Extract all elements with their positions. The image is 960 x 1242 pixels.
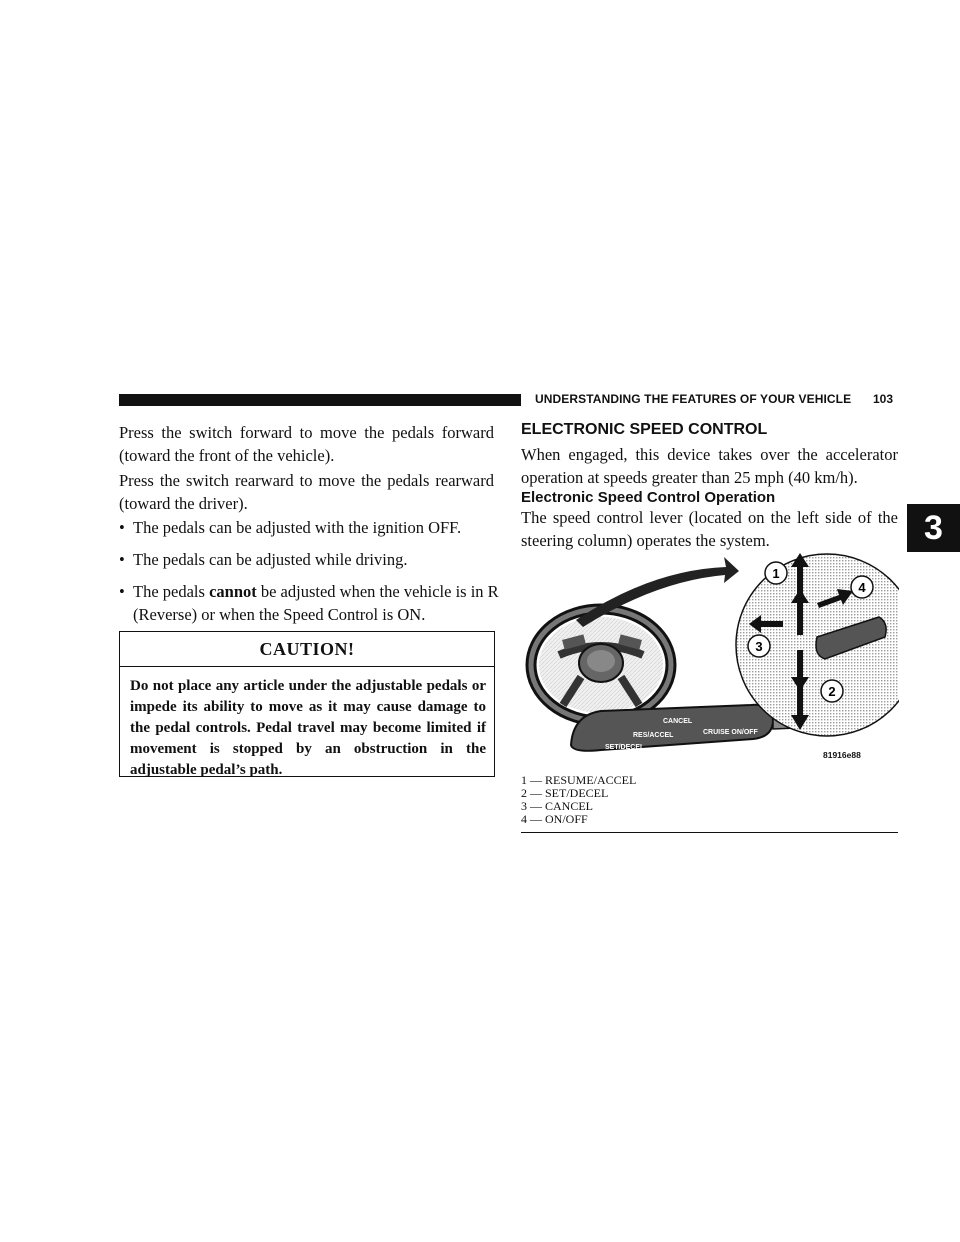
subsection-heading: Electronic Speed Control Operation	[521, 489, 776, 506]
bullet-text-suffix: be adjusted when the vehicle is in R (Reverse) or when the Speed Control is ON.	[133, 582, 499, 624]
legend-item: 1 — RESUME/ACCEL	[521, 773, 637, 787]
figure-code: 81916e88	[823, 750, 861, 760]
steering-wheel-lever-diagram	[521, 545, 899, 767]
figure-legend	[521, 774, 636, 826]
bullet-text: The pedals can be adjusted with the ignition OFF.	[133, 518, 462, 537]
bullet-emphasis: cannot	[209, 582, 257, 601]
callout-number: 1	[772, 566, 780, 581]
bullet-text: The pedals can be adjusted while driving.	[133, 550, 408, 569]
bullet-icon: •	[119, 582, 125, 601]
header-rule	[119, 394, 521, 406]
legend-divider	[521, 832, 898, 833]
bullet-text-prefix: The pedals	[133, 582, 210, 601]
callout-number: 3	[755, 639, 763, 654]
bullet-text	[119, 580, 499, 626]
bullet-icon: •	[119, 550, 125, 569]
lever-label: CANCEL	[663, 718, 693, 725]
lever-label: CRUISE ON/OFF	[703, 729, 758, 736]
page-number: 103	[873, 392, 894, 406]
lever-label: SET/DECEL	[605, 744, 645, 751]
callout-number: 2	[828, 684, 836, 699]
speed-control-illustration	[521, 545, 899, 767]
pedal-rearward-paragraph: Press the switch rearward to move the pedals rearward (toward the driver).	[119, 471, 494, 513]
bullet-item	[119, 516, 499, 539]
bullet-item	[119, 580, 499, 626]
chapter-tab: 3	[907, 504, 960, 552]
bullet-item	[119, 548, 499, 571]
section-heading: ELECTRONIC SPEED CONTROL	[521, 421, 768, 438]
steering-wheel-icon	[531, 609, 671, 721]
legend-item: 4 — ON/OFF	[521, 812, 588, 826]
bullet-icon: •	[119, 518, 125, 537]
caution-title: CAUTION!	[259, 639, 355, 659]
caution-divider	[120, 666, 494, 667]
callout-number: 4	[858, 580, 866, 595]
pedal-forward-paragraph: Press the switch forward to move the pedals forward (toward the front of the vehicle).	[119, 423, 494, 465]
legend-item: 2 — SET/DECEL	[521, 786, 609, 800]
legend-item: 3 — CANCEL	[521, 799, 593, 813]
running-header: UNDERSTANDING THE FEATURES OF YOUR VEHICLE	[535, 392, 852, 406]
direction-arrow-icon	[576, 557, 739, 627]
speed-control-intro: When engaged, this device takes over the accelerator operation at speeds greater than 25 mph (40 km/h).	[521, 445, 898, 487]
caution-text: Do not place any article under the adjustable pedals or impede its ability to move as it may cause damage to the pedal controls. Pedal travel may become limited if movement is stopped by an obstruction in the adjustable pedal’s path.	[130, 678, 486, 778]
caution-box	[119, 631, 495, 777]
operation-paragraph: The speed control lever (located on the left side of the steering column) operates the system.	[521, 508, 898, 550]
lever-label: RES/ACCEL	[633, 732, 674, 739]
